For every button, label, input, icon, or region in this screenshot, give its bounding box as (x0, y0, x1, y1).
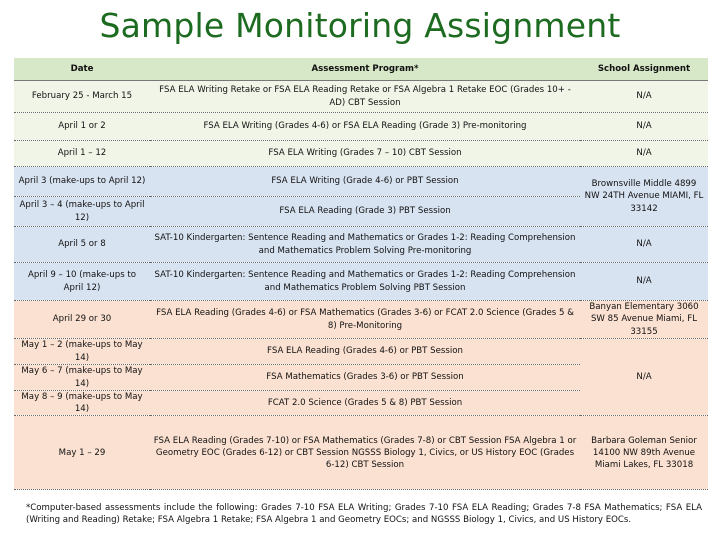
row-school: N/A (580, 339, 708, 416)
table-row (14, 113, 708, 141)
table-row (14, 416, 708, 490)
row-program: FSA ELA Reading (Grades 7-10) or FSA Mathematics (Grades 7-8) or CBT Session FSA Algebra 1 or Geometry EOC (Grades 6-12) or CBT Session NGSSS Biology 1, Civics, or US History EOC (Grades 6-12) CBT Session (150, 416, 580, 490)
row-program: FSA Mathematics (Grades 3-6) or PBT Session (150, 365, 580, 391)
row-date: May 1 – 29 (14, 416, 150, 490)
page-title: Sample Monitoring Assignment (99, 6, 621, 45)
table-row (14, 339, 708, 365)
row-program: FSA ELA Reading (Grade 3) PBT Session (150, 197, 580, 227)
row-program: FSA ELA Reading (Grades 4-6) or PBT Session (150, 339, 580, 365)
row-date: April 3 – 4 (make-ups to April 12) (14, 197, 150, 227)
table-row (14, 263, 708, 301)
row-program: FCAT 2.0 Science (Grades 5 & 8) PBT Session (150, 391, 580, 416)
row-date: May 1 – 2 (make-ups to May 14) (14, 339, 150, 365)
table-row (14, 301, 708, 339)
row-program: SAT-10 Kindergarten: Sentence Reading and Mathematics or Grades 1-2: Reading Comprehension and Mathematics Problem Solving Pre-monitoring (150, 227, 580, 263)
header-date: Date (14, 58, 150, 81)
row-school: Brownsville Middle 4899 NW 24TH Avenue MIAMI, FL 33142 (580, 167, 708, 227)
table-row (14, 167, 708, 197)
row-school: Banyan Elementary 3060 SW 85 Avenue Miami, FL 33155 (580, 301, 708, 339)
table-header-row (14, 58, 708, 81)
monitoring-table (14, 58, 708, 490)
row-date: May 8 – 9 (make-ups to May 14) (14, 391, 150, 416)
row-program: SAT-10 Kindergarten: Sentence Reading and Mathematics or Grades 1-2: Reading Comprehension and Mathematics Problem Solving PBT Session (150, 263, 580, 301)
footnote: *Computer-based assessments include the following: Grades 7-10 FSA ELA Writing; Grades 7-10 FSA ELA Reading; Grades 7-8 FSA Mathematics; FSA ELA (Writing and Reading) Retake; FSA Algebra 1 Retake; FSA Algebra 1 and Geometry EOCs; and NGSSS Biology 1, Civics, and US History EOCs. (26, 503, 702, 526)
row-date: April 1 or 2 (14, 113, 150, 141)
row-date: May 6 – 7 (make-ups to May 14) (14, 365, 150, 391)
row-program: FSA ELA Writing (Grades 7 – 10) CBT Session (150, 141, 580, 167)
row-school: N/A (580, 227, 708, 263)
row-school: N/A (580, 81, 708, 113)
row-date: April 1 – 12 (14, 141, 150, 167)
header-school: School Assignment (580, 58, 708, 81)
row-date: April 3 (make-ups to April 12) (14, 167, 150, 197)
row-school: N/A (580, 141, 708, 167)
row-program: FSA ELA Writing Retake or FSA ELA Reading Retake or FSA Algebra 1 Retake EOC (Grades 10+ - AD) CBT Session (150, 81, 580, 113)
row-school: N/A (580, 113, 708, 141)
header-program: Assessment Program* (150, 58, 580, 81)
row-program: FSA ELA Writing (Grade 4-6) or PBT Session (150, 167, 580, 197)
row-program: FSA ELA Reading (Grades 4-6) or FSA Mathematics (Grades 3-6) or FCAT 2.0 Science (Grades 5 & 8) Pre-Monitoring (150, 301, 580, 339)
row-school: N/A (580, 263, 708, 301)
table-row (14, 227, 708, 263)
row-date: April 29 or 30 (14, 301, 150, 339)
row-school: Barbara Goleman Senior 14100 NW 89th Avenue Miami Lakes, FL 33018 (580, 416, 708, 490)
table-row (14, 81, 708, 113)
row-program: FSA ELA Writing (Grades 4-6) or FSA ELA Reading (Grade 3) Pre-monitoring (150, 113, 580, 141)
row-date: February 25 - March 15 (14, 81, 150, 113)
row-date: April 9 – 10 (make-ups to April 12) (14, 263, 150, 301)
table-row (14, 141, 708, 167)
row-date: April 5 or 8 (14, 227, 150, 263)
